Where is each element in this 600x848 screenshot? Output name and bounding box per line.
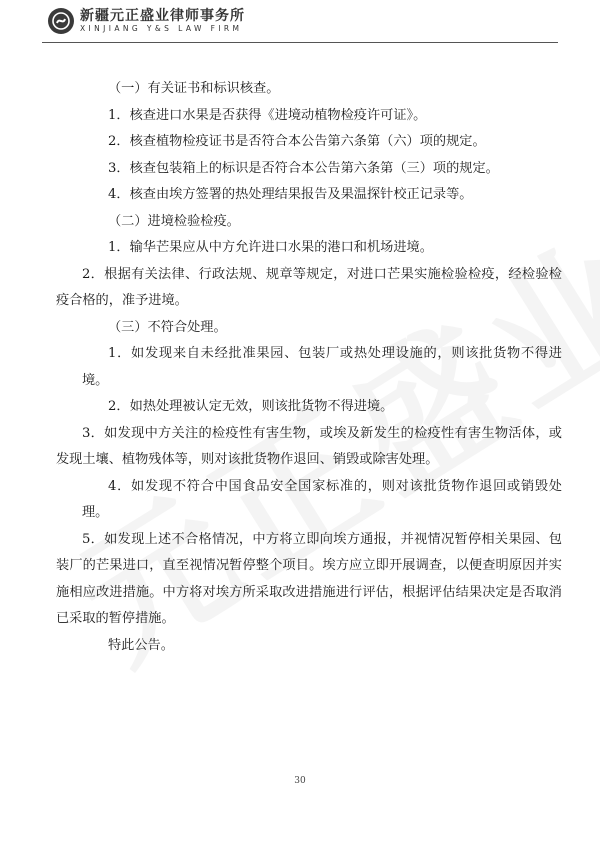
paragraph: 1．核查进口水果是否获得《进境动植物检疫许可证》。 <box>108 107 427 123</box>
paragraph: 3．核查包装箱上的标识是否符合本公告第六条第（三）项的规定。 <box>108 160 499 176</box>
page-number: 30 <box>294 776 306 786</box>
firm-logo-icon <box>48 8 74 34</box>
paragraph: 4．核查由埃方签署的热处理结果报告及果温探针校正记录等。 <box>108 187 473 202</box>
section-heading: （三）不符合处理。 <box>108 319 227 335</box>
paragraph: 4．如发现不符合中国食品安全国家标准的，则对该批货物作退回或销毁处理。 <box>82 478 562 520</box>
paragraph: 5．如发现上述不合格情况，中方将立即向埃方通报，并视情况暂停相关果园、包装厂的芒果进口，直至视情况暂停整个项目。埃方应立即开展调查，以便查明原因并实施相应改进措施。中方将对埃方所采取改进措施进行评估，根据评估结果决定是否取消已采取的暂停措施。 <box>56 531 562 626</box>
paragraph: 2．如热处理被认定无效，则该批货物不得进境。 <box>108 399 394 414</box>
section-heading: （一）有关证书和标识核查。 <box>108 81 280 96</box>
paragraph: 2．核查植物检疫证书是否符合本公告第六条第（六）项的规定。 <box>108 134 486 149</box>
section-heading: （二）进境检验检疫。 <box>108 213 240 229</box>
paragraph: 3．如发现中方关注的检疫性有害生物，或埃及新发生的检疫性有害生物活体，或发现土壤、植物残体等，则对该批货物作退回、销毁或除害处理。 <box>56 425 562 467</box>
document-body <box>56 76 562 659</box>
closing-statement: 特此公告。 <box>108 637 174 653</box>
header-divider <box>42 42 558 43</box>
firm-name-en: XINJIANG Y&S LAW FIRM <box>80 24 243 33</box>
paragraph: 2．根据有关法律、行政法规、规章等规定，对进口芒果实施检验检疫，经检验检疫合格的，准予进境。 <box>56 266 562 308</box>
paragraph: 1．输华芒果应从中方允许进口水果的港口和机场进境。 <box>108 240 433 255</box>
paragraph: 1．如发现来自未经批准果园、包装厂或热处理设施的，则该批货物不得进境。 <box>82 346 562 388</box>
letterhead <box>48 6 245 36</box>
firm-name-cn: 新疆元正盛业律师事务所 <box>80 8 245 24</box>
firm-name <box>80 8 245 34</box>
